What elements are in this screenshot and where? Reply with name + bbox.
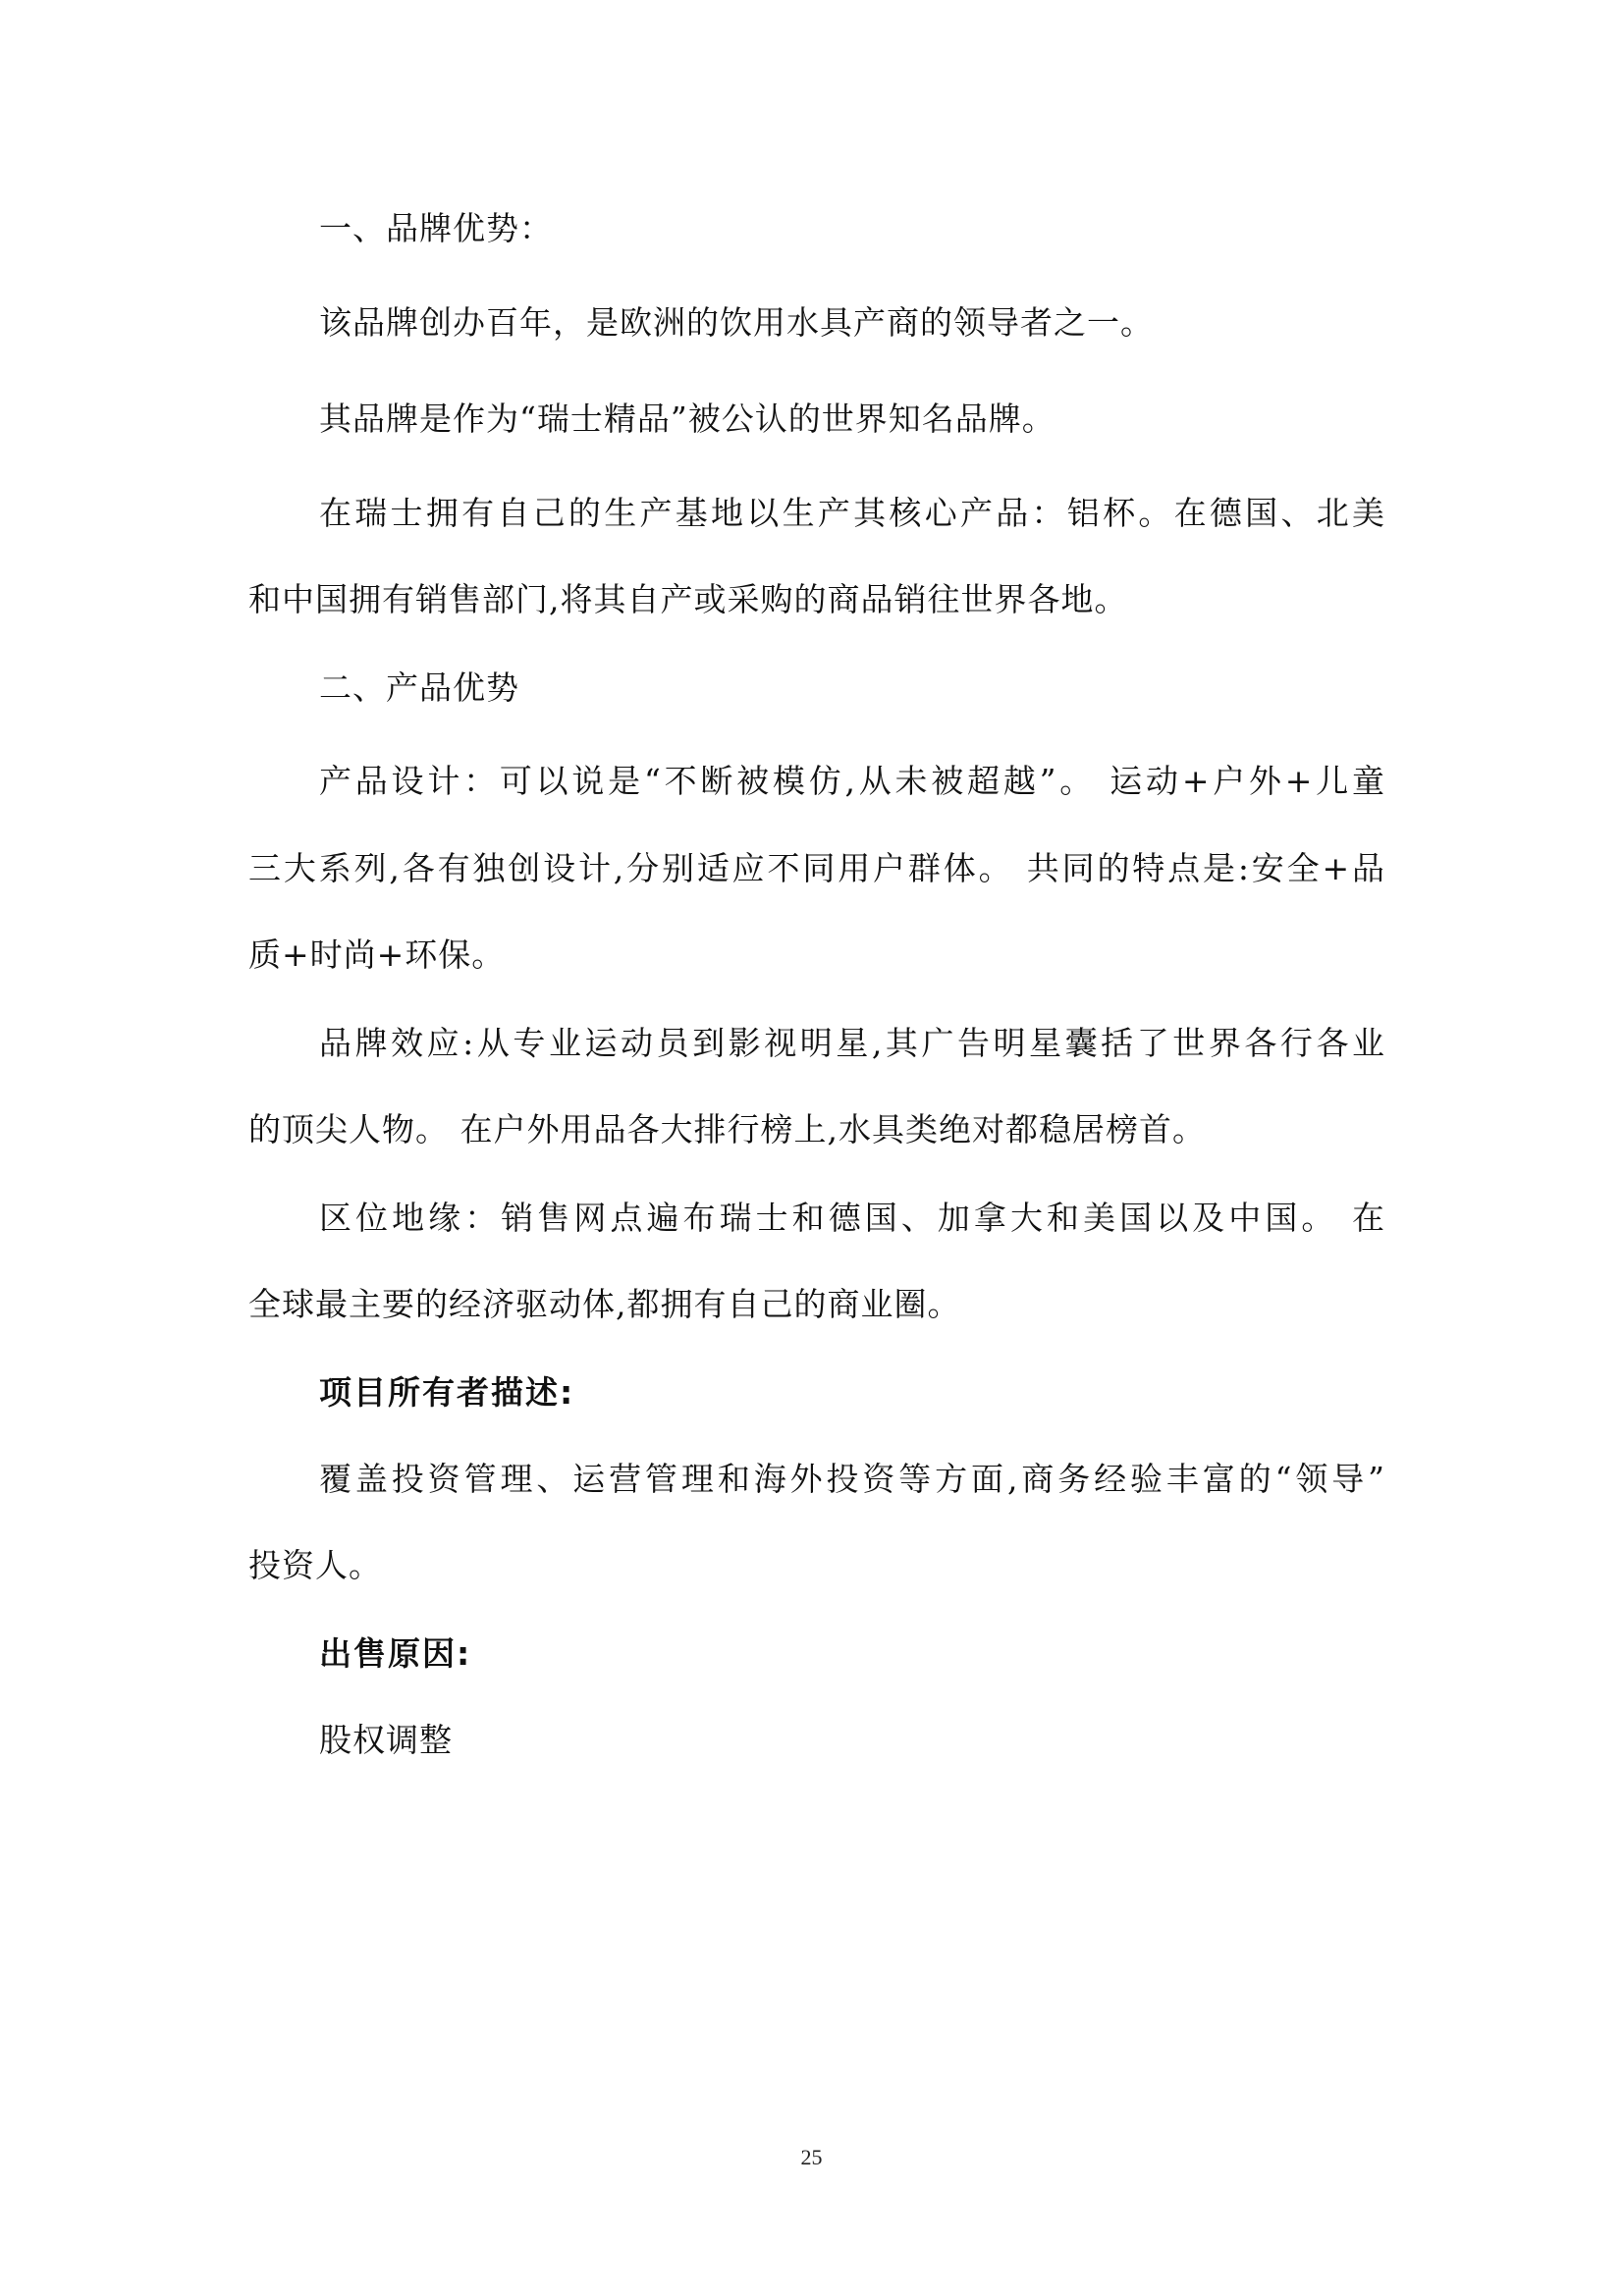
paragraph-product-design-line-1: 产品设计：可以说是“不断被模仿,从未被超越”。 运动+户外+儿童 [319,762,1385,800]
heading-owner-description: 项目所有者描述: [319,1373,575,1412]
paragraph-brand-history: 该品牌创办百年，是欧洲的饮用水具产商的领导者之一。 [319,303,1154,342]
paragraph-brand-effect-line-1: 品牌效应:从专业运动员到影视明星,其广告明星囊括了世界各行各业 [319,1024,1385,1062]
paragraph-owner-line-1: 覆盖投资管理、运营管理和海外投资等方面,商务经验丰富的“领导” [319,1460,1385,1498]
paragraph-location-line-1: 区位地缘：销售网点遍布瑞士和德国、加拿大和美国以及中国。 在 [319,1199,1385,1237]
paragraph-brand-effect-line-2: 的顶尖人物。 在户外用品各大排行榜上,水具类绝对都稳居榜首。 [248,1110,1206,1148]
paragraph-location-line-2: 全球最主要的经济驱动体,都拥有自己的商业圈。 [248,1285,961,1323]
paragraph-sale-reason: 股权调整 [319,1721,453,1759]
heading-product-advantage: 二、产品优势 [319,668,519,707]
paragraph-production-line-2: 和中国拥有销售部门,将其自产或采购的商品销往世界各地。 [248,580,1128,618]
paragraph-product-design-line-2: 三大系列,各有独创设计,分别适应不同用户群体。 共同的特点是:安全+品 [248,849,1385,887]
heading-sale-reason: 出售原因: [319,1634,472,1673]
paragraph-owner-line-2: 投资人。 [248,1546,382,1584]
paragraph-production-line-1: 在瑞士拥有自己的生产基地以生产其核心产品：铝杯。在德国、北美 [319,494,1385,532]
paragraph-brand-recognition: 其品牌是作为“瑞士精品”被公认的世界知名品牌。 [319,400,1055,438]
paragraph-product-design-line-3: 质+时尚+环保。 [248,935,506,974]
heading-brand-advantage: 一、品牌优势： [319,209,553,247]
page-number: 25 [800,2145,823,2169]
